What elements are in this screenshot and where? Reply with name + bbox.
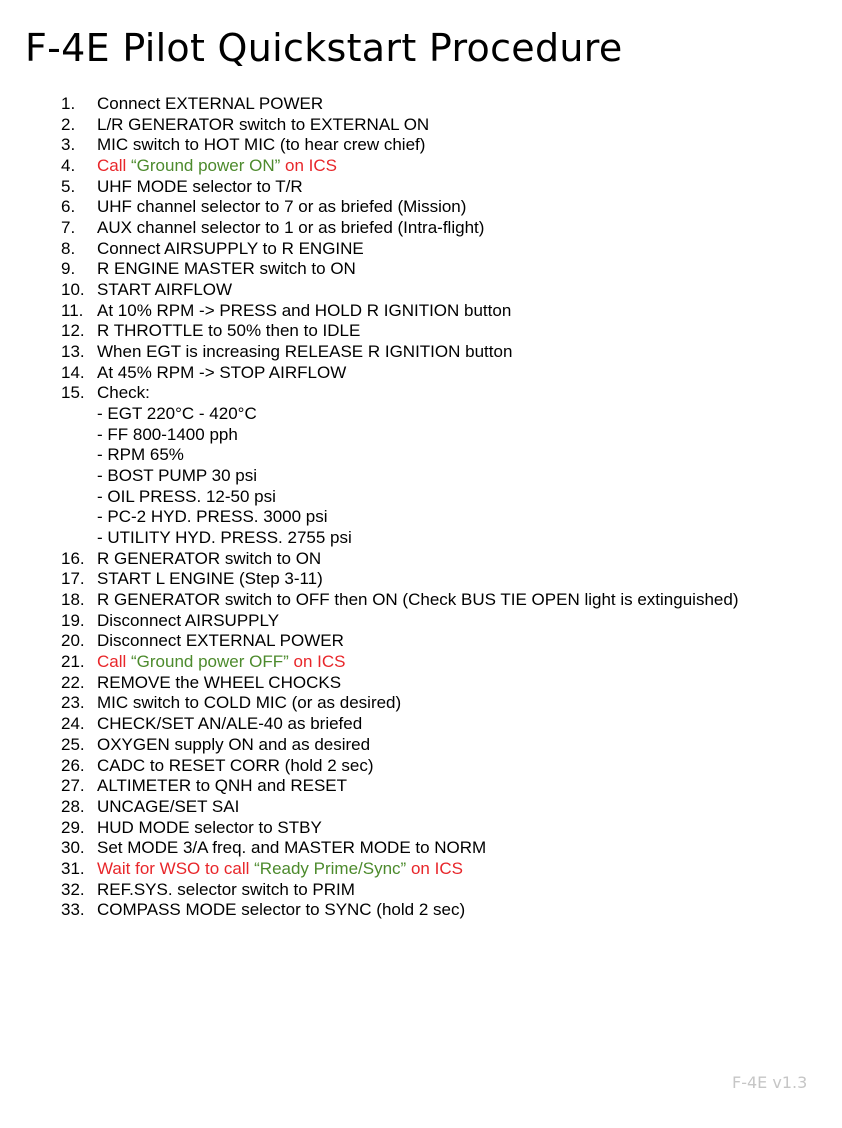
step-text: START AIRFLOW <box>97 280 233 300</box>
step-text: Connect AIRSUPPLY to R ENGINE <box>97 238 364 258</box>
procedure-step <box>0 321 842 342</box>
procedure-step <box>0 776 842 797</box>
call-prefix: Call <box>97 652 132 672</box>
step-text: When EGT is increasing RELEASE R IGNITION button <box>97 342 513 362</box>
step-number: 4. <box>61 156 76 176</box>
procedure-step <box>0 880 842 901</box>
procedure-step <box>0 900 842 921</box>
step-number: 30. <box>61 838 85 858</box>
step-text: Disconnect AIRSUPPLY <box>97 610 280 630</box>
step-text: At 10% RPM -> PRESS and HOLD R IGNITION button <box>97 300 512 320</box>
procedure-list <box>0 94 842 921</box>
step-number: 18. <box>61 590 85 610</box>
procedure-step <box>0 818 842 839</box>
check-sub-item <box>0 528 842 549</box>
step-number: 2. <box>61 114 76 134</box>
step-number: 14. <box>61 362 85 382</box>
procedure-step <box>0 652 842 673</box>
procedure-step <box>0 714 842 735</box>
procedure-step <box>0 94 842 115</box>
call-prefix: Wait for WSO to call <box>97 858 255 878</box>
check-sub-item <box>0 425 842 446</box>
step-text: ALTIMETER to QNH and RESET <box>97 776 348 796</box>
procedure-step <box>0 135 842 156</box>
step-text: UHF MODE selector to T/R <box>97 176 303 196</box>
procedure-step <box>0 735 842 756</box>
check-sub-item <box>0 445 842 466</box>
procedure-step <box>0 590 842 611</box>
step-number: 29. <box>61 817 85 837</box>
step-call-text <box>97 859 463 880</box>
check-sub-text: - EGT 220°C - 420°C <box>97 404 257 424</box>
call-suffix: on ICS <box>288 652 346 672</box>
procedure-step <box>0 693 842 714</box>
step-text: R ENGINE MASTER switch to ON <box>97 259 356 279</box>
step-number: 13. <box>61 342 85 362</box>
step-number: 25. <box>61 734 85 754</box>
step-text: CADC to RESET CORR (hold 2 sec) <box>97 755 374 775</box>
call-quote: “Ground power ON” <box>131 156 281 176</box>
check-sub-text: - BOST PUMP 30 psi <box>97 466 257 486</box>
step-text: R THROTTLE to 50% then to IDLE <box>97 321 361 341</box>
step-text: UHF channel selector to 7 or as briefed (Mission) <box>97 197 467 217</box>
step-text: Connect EXTERNAL POWER <box>97 94 324 113</box>
version-footer: F-4E v1.3 <box>732 1073 808 1092</box>
procedure-step <box>0 239 842 260</box>
step-number: 7. <box>61 218 76 238</box>
procedure-step <box>0 631 842 652</box>
step-number: 11. <box>61 300 84 320</box>
procedure-step <box>0 177 842 198</box>
procedure-step <box>0 569 842 590</box>
step-text: OXYGEN supply ON and as desired <box>97 734 371 754</box>
step-number: 3. <box>61 135 76 155</box>
step-text: At 45% RPM -> STOP AIRFLOW <box>97 362 347 382</box>
step-text: Set MODE 3/A freq. and MASTER MODE to NORM <box>97 838 487 858</box>
step-number: 23. <box>61 693 85 713</box>
procedure-step <box>0 259 842 280</box>
step-number: 20. <box>61 631 85 651</box>
step-number: 28. <box>61 796 85 816</box>
step-number: 5. <box>61 176 76 196</box>
step-text: START L ENGINE (Step 3-11) <box>97 569 323 589</box>
step-number: 15. <box>61 383 85 403</box>
step-text: R GENERATOR switch to OFF then ON (Check BUS TIE OPEN light is extinguished) <box>97 590 739 610</box>
step-number: 16. <box>61 548 85 568</box>
step-call-text <box>97 156 337 177</box>
step-number: 21. <box>61 652 85 672</box>
step-number: 19. <box>61 610 85 630</box>
step-number: 1. <box>61 94 76 113</box>
procedure-step <box>0 280 842 301</box>
procedure-step <box>0 218 842 239</box>
step-number: 27. <box>61 776 85 796</box>
step-number: 10. <box>61 280 85 300</box>
step-text: REMOVE the WHEEL CHOCKS <box>97 672 342 692</box>
call-quote: “Ready Prime/Sync” <box>254 858 407 878</box>
step-number: 22. <box>61 672 85 692</box>
call-suffix: on ICS <box>406 858 463 878</box>
call-suffix: on ICS <box>280 156 337 176</box>
step-text: L/R GENERATOR switch to EXTERNAL ON <box>97 114 430 134</box>
step-number: 8. <box>61 238 76 258</box>
step-number: 12. <box>61 321 85 341</box>
procedure-step <box>0 756 842 777</box>
step-call-text <box>97 652 345 673</box>
step-number: 32. <box>61 879 85 899</box>
step-text: MIC switch to HOT MIC (to hear crew chief) <box>97 135 426 155</box>
procedure-step <box>0 838 842 859</box>
call-prefix: Call <box>97 156 132 176</box>
procedure-step <box>0 383 842 404</box>
step-number: 33. <box>61 900 85 920</box>
check-sub-text: - RPM 65% <box>97 445 184 465</box>
procedure-step <box>0 342 842 363</box>
procedure-step <box>0 115 842 136</box>
step-text: R GENERATOR switch to ON <box>97 548 322 568</box>
check-sub-text: - FF 800-1400 pph <box>97 424 238 444</box>
procedure-step <box>0 363 842 384</box>
procedure-step <box>0 156 842 177</box>
call-quote: “Ground power OFF” <box>131 652 289 672</box>
procedure-step <box>0 611 842 632</box>
procedure-step <box>0 859 842 880</box>
check-sub-text: - PC-2 HYD. PRESS. 3000 psi <box>97 507 328 527</box>
step-number: 17. <box>61 569 85 589</box>
step-text: MIC switch to COLD MIC (or as desired) <box>97 693 402 713</box>
step-text: Disconnect EXTERNAL POWER <box>97 631 344 651</box>
step-text: CHECK/SET AN/ALE-40 as briefed <box>97 714 363 734</box>
procedure-step <box>0 549 842 570</box>
step-text: AUX channel selector to 1 or as briefed (Intra-flight) <box>97 218 485 238</box>
check-sub-item <box>0 487 842 508</box>
check-sub-item <box>0 404 842 425</box>
step-text: UNCAGE/SET SAI <box>97 796 240 816</box>
page-title: F-4E Pilot Quickstart Procedure <box>25 26 623 70</box>
step-number: 24. <box>61 714 85 734</box>
step-text: HUD MODE selector to STBY <box>97 817 322 837</box>
check-sub-item <box>0 466 842 487</box>
step-number: 6. <box>61 197 76 217</box>
step-number: 9. <box>61 259 76 279</box>
step-number: 31. <box>61 858 85 878</box>
step-text: REF.SYS. selector switch to PRIM <box>97 879 355 899</box>
procedure-step <box>0 301 842 322</box>
check-sub-text: - UTILITY HYD. PRESS. 2755 psi <box>97 528 352 548</box>
procedure-step <box>0 673 842 694</box>
check-sub-text: - OIL PRESS. 12-50 psi <box>97 486 276 506</box>
procedure-step <box>0 197 842 218</box>
step-text: COMPASS MODE selector to SYNC (hold 2 sec) <box>97 900 466 920</box>
procedure-step <box>0 797 842 818</box>
check-sub-item <box>0 507 842 528</box>
step-number: 26. <box>61 755 85 775</box>
step-text: Check: <box>97 383 150 403</box>
